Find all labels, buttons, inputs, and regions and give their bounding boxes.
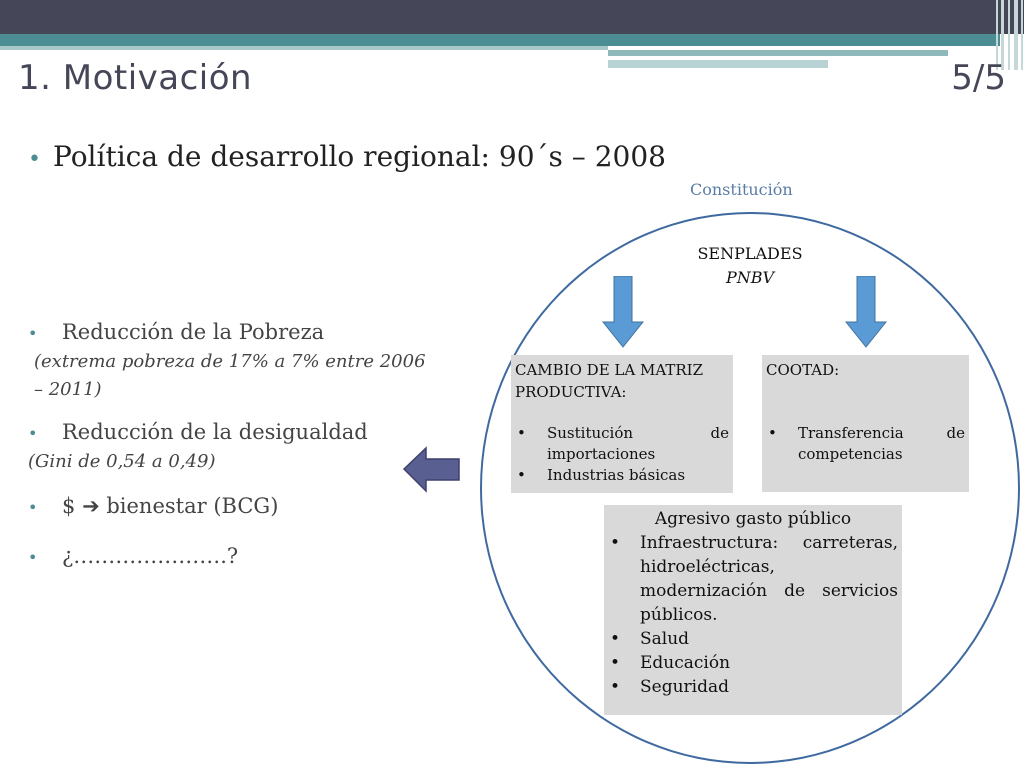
gasto-publico-box — [604, 505, 902, 715]
list-item-prefix: $ — [62, 494, 76, 518]
list-item: • Salud — [640, 627, 898, 651]
cootad-box — [762, 355, 969, 492]
box-heading: COOTAD: — [766, 361, 840, 379]
slide-title: 1. Motivación — [18, 58, 253, 98]
list-item: • Educación — [640, 651, 898, 675]
bullet-icon: • — [28, 548, 38, 567]
list-item: • Industrias básicas — [547, 465, 729, 486]
subtitle-text: Política de desarrollo regional: 90´s – 2008 — [52, 140, 666, 173]
senplades-label: SENPLADES — [697, 244, 803, 263]
list-item — [28, 492, 428, 522]
arrow-down-icon — [845, 276, 887, 348]
bullet-icon: • — [28, 147, 41, 172]
list-item-label: bienestar (BCG) — [106, 494, 279, 518]
pnbv-label: PNBV — [725, 268, 775, 287]
bullet-icon: • — [28, 498, 38, 517]
box-heading: Agresivo gasto público — [654, 509, 852, 529]
list-item — [28, 418, 428, 448]
senplades-block — [650, 242, 850, 290]
arrow-right-icon: ➔ — [82, 494, 107, 518]
arrow-down-icon — [602, 276, 644, 348]
header-accent-bar — [0, 34, 1000, 46]
list-item — [28, 318, 428, 348]
list-note: (extrema pobreza de 17% a 7% entre 2006 – 2011) — [34, 351, 426, 400]
header-accent-line — [608, 60, 828, 68]
slide-page-number: 5/5 — [951, 58, 1006, 98]
header-accent-line — [0, 46, 608, 50]
box-heading: CAMBIO DE LA MATRIZ PRODUCTIVA: — [515, 361, 704, 401]
matriz-productiva-box — [511, 355, 733, 493]
list-item-label: Reducción de la desigualdad — [62, 420, 368, 444]
list-item: • Sustitución de importaciones — [547, 423, 729, 465]
header-accent-line — [608, 50, 948, 56]
constitucion-label: Constitución — [690, 180, 793, 199]
list-note: (Gini de 0,54 a 0,49) — [28, 451, 216, 472]
list-item-label: ¿………………….? — [62, 544, 239, 568]
bullet-icon: • — [28, 424, 38, 443]
bullet-icon: • — [28, 324, 38, 343]
results-list — [28, 318, 428, 572]
list-item-label: Reducción de la Pobreza — [62, 320, 325, 344]
list-item: • Transferencia de competencias — [798, 423, 965, 465]
slide-subtitle — [28, 140, 666, 173]
list-item: • Seguridad — [640, 675, 898, 699]
header-bar — [0, 0, 1024, 34]
list-item — [28, 542, 428, 572]
list-item: • Infraestructura: carreteras, hidroeléctricas, modernización de servicios públicos. — [640, 531, 898, 627]
